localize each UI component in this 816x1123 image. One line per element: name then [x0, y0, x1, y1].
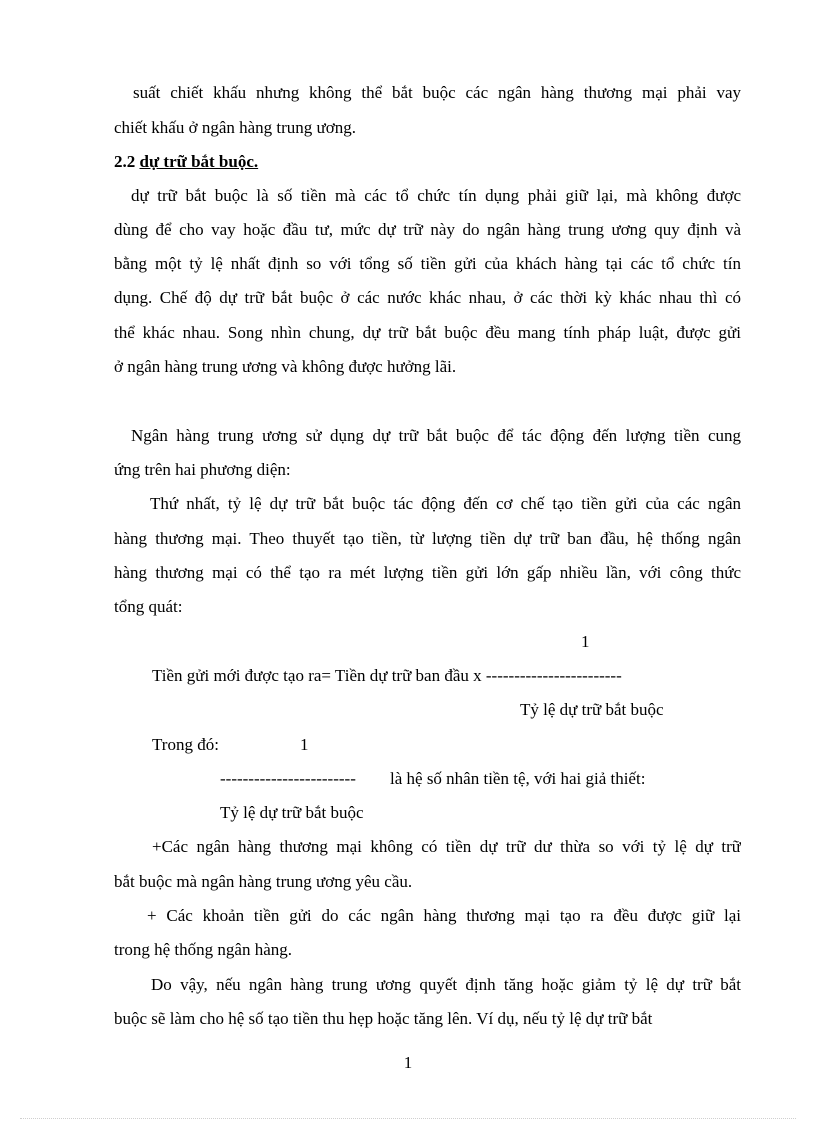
page-number: 1 [403, 1053, 413, 1072]
page-bottom-rule [20, 1118, 796, 1119]
body-line: +Các ngân hàng thương mại không có tiền dự trữ dư thừa so với tỷ lệ dự trữ [152, 837, 741, 856]
body-line: dự trữ bắt buộc là số tiền mà các tổ chức tín dụng phải giữ lại, mà không được [131, 186, 741, 205]
body-line: hàng thương mại. Theo thuyết tạo tiền, từ lượng tiền dự trữ ban đầu, hệ thống ngân [114, 529, 741, 548]
body-line: bằng một tỷ lệ nhất định so với tổng số tiền gửi của khách hàng tại các tổ chức tín [114, 254, 741, 273]
body-line: hàng thương mại có thể tạo ra mét lượng tiền gửi lớn gấp nhiều lần, với công thức [114, 563, 741, 582]
body-line: Ngân hàng trung ương sử dụng dự trữ bắt buộc để tác động đến lượng tiền cung [131, 426, 741, 445]
body-line: suất chiết khấu nhưng không thể bắt buộc các ngân hàng thương mại phải vay [133, 83, 741, 102]
section-heading [114, 151, 258, 173]
body-line: ứng trên hai phương diện: [114, 460, 291, 479]
body-line: tổng quát: [114, 597, 183, 616]
body-line: chiết khấu ở ngân hàng trung ương. [114, 118, 357, 137]
where-description: là hệ số nhân tiền tệ, với hai giả thiết: [390, 769, 646, 788]
body-line: + Các khoản tiền gửi do các ngân hàng thương mại tạo ra đều được giữ lại [147, 906, 741, 925]
formula-denominator: Tỷ lệ dự trữ bắt buộc [520, 700, 664, 719]
body-line: ở ngân hàng trung ương và không được hưởng lãi. [114, 357, 457, 376]
where-fraction-bar: ------------------------ [220, 769, 356, 788]
body-line: bắt buộc mà ngân hàng trung ương yêu cầu. [114, 872, 413, 891]
where-denominator: Tỷ lệ dự trữ bắt buộc [220, 803, 364, 822]
body-line: Do vậy, nếu ngân hàng trung ương quyết định tăng hoặc giảm tỷ lệ dự trữ bắt [151, 975, 741, 994]
body-line: trong hệ thống ngân hàng. [114, 940, 292, 959]
section-title: dự trữ bắt buộc. [139, 152, 259, 171]
body-line: dùng để cho vay hoặc đầu tư, mức dự trữ này do ngân hàng trung ương quy định và [114, 220, 741, 239]
section-number: 2.2 [114, 152, 136, 171]
body-line: buộc sẽ làm cho hệ số tạo tiền thu hẹp hoặc tăng lên. Ví dụ, nếu tỷ lệ dự trữ bắt [114, 1009, 653, 1028]
body-line: Thứ nhất, tỷ lệ dự trữ bắt buộc tác động đến cơ chế tạo tiền gửi của các ngân [150, 494, 741, 513]
where-numerator: 1 [300, 735, 309, 754]
formula-expression: Tiền gửi mới được tạo ra= Tiền dự trữ ban đầu x ------------------------ [152, 666, 622, 685]
formula-numerator: 1 [581, 632, 590, 651]
where-label: Trong đó: [152, 735, 219, 754]
body-line: dụng. Chế độ dự trữ bắt buộc ở các nước khác nhau, ở các thời kỳ khác nhau thì có [114, 288, 741, 307]
body-line: thể khác nhau. Song nhìn chung, dự trữ bắt buộc đều mang tính pháp luật, được gửi [114, 323, 741, 342]
